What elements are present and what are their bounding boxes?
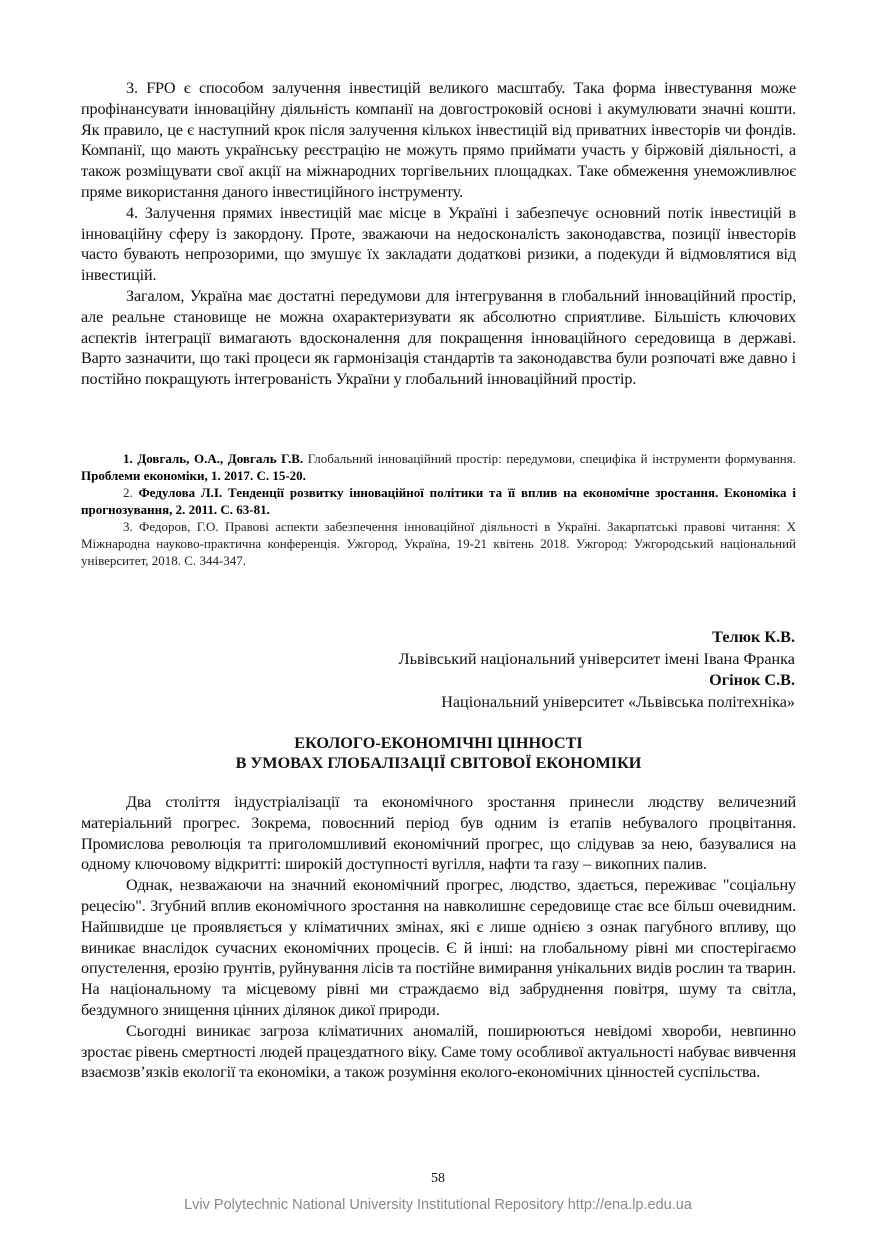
body-text-block <box>81 792 796 1083</box>
reference-item <box>81 519 796 569</box>
reference-source: Проблеми економіки, 1. 2017. С. 15-20. <box>81 467 306 483</box>
paragraph: 3. FPO є способом залучення інвестицій великого масштабу. Така форма інвестування може профінансувати інноваційну діяльність компанії на довгостроковій основі і акумулювати значні кошти. Як правило, це є наступний крок після залучення кількох інвестицій від приватних інвесторів чи фондів. Компанії, що мають українську реєстрацію не можуть прямо приймати участь у біржовій діяльності, а також розміщувати свої акції на міжнародних торгівельних площадках. Таке обмеження унеможливлює пряме використання даного інвестиційного інструменту. <box>81 79 796 201</box>
author-affiliation: Національний університет «Львівська політехніка» <box>441 692 795 711</box>
paragraph: Сьогодні виникає загроза кліматичних аномалій, поширюються невідомі хвороби, невпинно зростає рівень смертності людей працездатного віку. Саме тому особливої актуальності набуває вивчення взаємозв’язків екології та економіки, а також розуміння еколого-економічних цінностей суспільства. <box>81 1021 796 1082</box>
authors-block <box>399 627 795 713</box>
paragraph: Загалом, Україна має достатні передумови для інтегрування в глобальний інноваційний простір, але реальне становище не можна охарактеризувати як абсолютно сприятливе. Більшість ключових аспектів інтеграції вимагають вдосконалення для покращення інноваційного середовища в державі. Варто зазначити, що такі процеси як гармонізація стандартів та законодавства були розпочаті вже давно і постійно покращують інтегрованість України у глобальний інноваційний простір. <box>81 286 796 389</box>
reference-item <box>81 485 796 518</box>
paragraph: Два століття індустріалізації та економічного зростання принесли людству величезний матеріальний прогрес. Зокрема, повоєнний період був одним із етапів небувалого процвітання. Промислова революція та приголомшливий економічний прогрес, що слідував за нею, базувалися на одному ключовому відкритті: широкій доступності вугілля, нафти та газу – викопних палив. <box>81 793 796 874</box>
references-list <box>81 451 796 570</box>
reference-source: Федулова Л.І. Тенденції розвитку інноваційної політики та її вплив на економічне зростання. Економіка і прогнозування, 2. 2011. С. 63-81. <box>81 485 797 517</box>
article-title <box>81 733 796 773</box>
reference-authors: 1. Довгаль, О.А., Довгаль Г.В. <box>123 451 304 466</box>
title-line: ЕКОЛОГО-ЕКОНОМІЧНІ ЦІННОСТІ <box>294 734 583 752</box>
page-number: 58 <box>431 1171 445 1186</box>
paragraph: Однак, незважаючи на значний економічний прогрес, людство, здається, переживає "соціальну рецесію". Згубний вплив економічного зростання на навколишнє середовище стає все більш очевидним. Найшвидше це проявляється у кліматичних змінах, які є лише однією з ознак пагубного впливу, що виникає внаслідок сучасних економічних процесів. Є й інші: на глобальному рівні ми спостерігаємо опустелення, ерозію ґрунтів, руйнування лісів та постійне вимирання унікальних видів рослин та тварин. На національному та місцевому рівні ми страждаємо від забруднення повітря, шуму та світла, бездумного знищення цінних ділянок дикої природи. <box>81 876 796 1019</box>
author-affiliation: Львівський національний університет імені Івана Франка <box>398 649 795 668</box>
reference-text: 3. Федоров, Г.О. Правові аспекти забезпечення інноваційної діяльності в Україні. Закарпатські правові читання: Х Міжнародна науково-практична конференція. Ужгород, Україна, 19-21 квітень 2018. Ужгород: Ужгородський національний університет, 2018. С. 344-347. <box>81 519 796 568</box>
author-name: Огінок С.В. <box>709 671 795 689</box>
reference-text: Глобальний інноваційний простір: передумови, специфіка й інструменти формування. <box>303 451 796 466</box>
author-name: Телюк К.В. <box>712 628 795 646</box>
reference-text: 2. <box>123 485 139 501</box>
repository-footer: Lviv Polytechnic National University Institutional Repository http://ena.lp.edu.ua <box>184 1197 692 1213</box>
top-text-block <box>81 78 796 390</box>
title-line: В УМОВАХ ГЛОБАЛІЗАЦІЇ СВІТОВОЇ ЕКОНОМІКИ <box>235 754 642 772</box>
reference-item <box>81 451 796 484</box>
paragraph: 4. Залучення прямих інвестицій має місце в Україні і забезпечує основний потік інвестицій в інноваційну сферу із закордону. Проте, зважаючи на недосконалість законодавства, позиції інвесторів часто бувають непрозорими, що змушує їх закладати додаткові ризики, а подекуди й відмовлятися від інвестицій. <box>81 203 796 285</box>
